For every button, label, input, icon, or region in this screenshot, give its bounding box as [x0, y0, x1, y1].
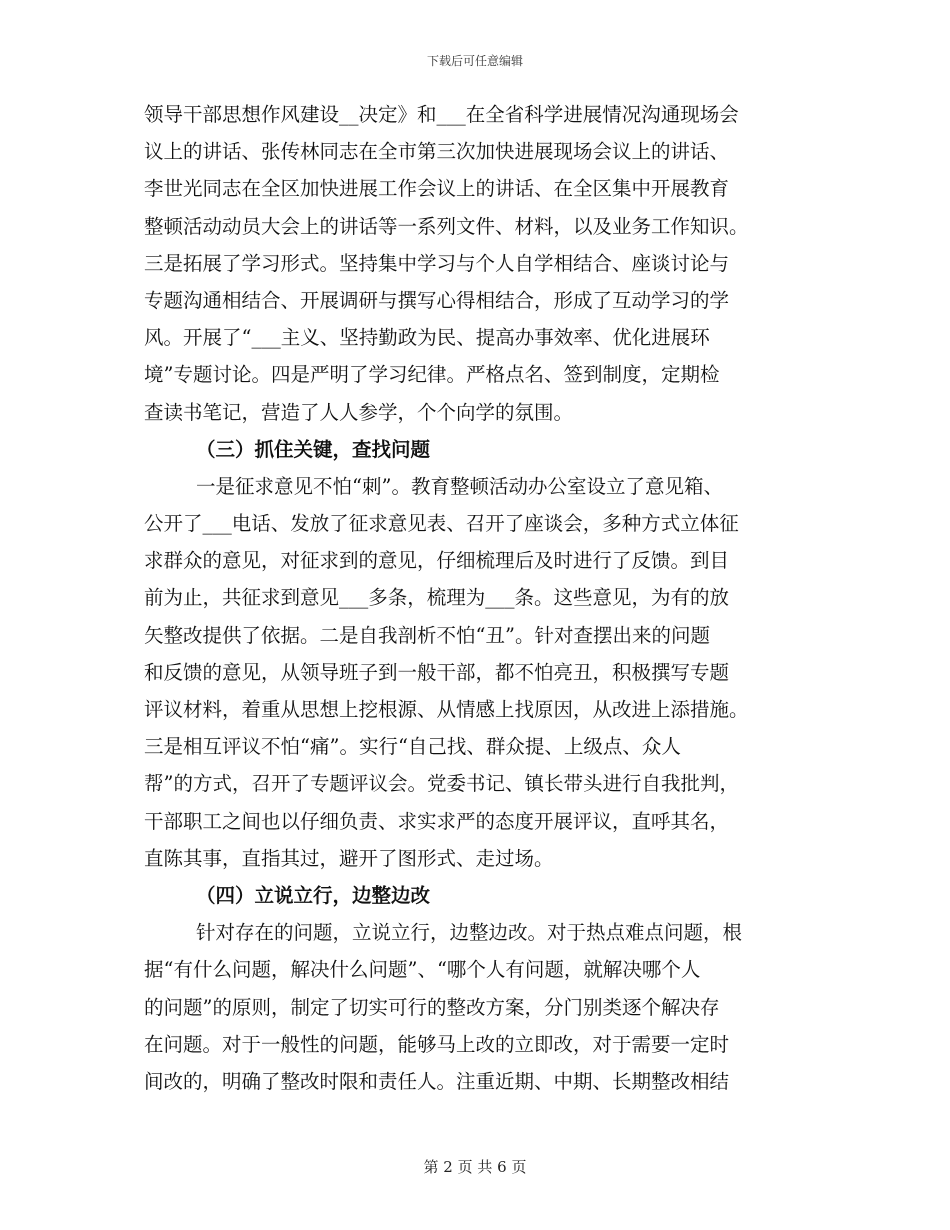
paragraph-line: 和反馈的意见，从领导班子到一般干部，都不怕亮丑，积极撰写专题 [144, 660, 730, 684]
paragraph-line: 一是征求意见不怕“刺”。教育整顿活动办公室设立了意见箱、 [196, 474, 723, 498]
page-header: 下载后可任意编辑 [426, 54, 523, 68]
paragraph-line: 整顿活动动员大会上的讲话等一系列文件、材料，以及业务工作知识。 [144, 214, 749, 238]
section-heading: （四）立说立行，边整边改 [196, 883, 431, 907]
paragraph-line: 三是相互评议不怕“痛”。实行“自己找、群众提、上级点、众人 [144, 735, 681, 759]
paragraph-line: 据“有什么问题，解决什么问题”、“哪个人有问题，就解决哪个人 [144, 958, 701, 982]
paragraph-line: 风。开展了“___主义、坚持勤政为民、提高办事效率、优化进展环 [144, 326, 710, 350]
paragraph-line: 议上的讲话、张传林同志在全市第三次加快进展现场会议上的讲话、 [144, 140, 730, 164]
paragraph-line: 前为止，共征求到意见___多条，梳理为___条。这些意见，为有的放 [144, 586, 730, 610]
paragraph-line: 李世光同志在全区加快进展工作会议上的讲话、在全区集中开展教育 [144, 177, 730, 201]
page-footer: 第 2 页 共 6 页 [423, 1158, 527, 1176]
paragraph-line: 公开了___电话、发放了征求意见表、召开了座谈会，多种方式立体征 [144, 512, 739, 536]
paragraph-line: 领导干部思想作风建设__决定》和___在全省科学进展情况沟通现场会 [144, 103, 739, 126]
paragraph-line: 的问题”的原则，制定了切实可行的整改方案，分门别类逐个解决存 [144, 995, 720, 1019]
paragraph-line: 在问题。对于一般性的问题，能够马上改的立即改，对于需要一定时 [144, 1032, 730, 1056]
paragraph-line: 针对存在的问题，立说立行，边整边改。对于热点难点问题，根 [196, 921, 743, 945]
paragraph-line: 干部职工之间也以仔细负责、求实求严的态度开展评议，直呼其名， [144, 809, 730, 833]
paragraph-line: 求群众的意见，对征求到的意见，仔细梳理后及时进行了反馈。到目 [144, 549, 730, 573]
section-heading: （三）抓住关键，查找问题 [196, 437, 431, 461]
paragraph-line: 评议材料，着重从思想上挖根源、从情感上找原因，从改进上添措施。 [144, 698, 749, 721]
paragraph-line: 矢整改提供了依据。二是自我剖析不怕“丑”。针对查摆出来的问题 [144, 623, 710, 647]
paragraph-line: 间改的，明确了整改时限和责任人。注重近期、中期、长期整改相结 [144, 1069, 730, 1093]
paragraph-line: 直陈其事，直指其过，避开了图形式、走过场。 [144, 846, 554, 870]
paragraph-line: 帮”的方式，召开了专题评议会。党委书记、镇长带头进行自我批判， [144, 772, 739, 796]
document-body [144, 96, 812, 1100]
paragraph-line: 专题沟通相结合、开展调研与撰写心得相结合，形成了互动学习的学 [144, 288, 730, 312]
paragraph-line: 查读书笔记，营造了人人参学，个个向学的氛围。 [144, 400, 574, 424]
paragraph-line: 三是拓展了学习形式。坚持集中学习与个人自学相结合、座谈讨论与 [144, 251, 730, 275]
paragraph-line: 境”专题讨论。四是严明了学习纪律。严格点名、签到制度，定期检 [144, 363, 720, 387]
